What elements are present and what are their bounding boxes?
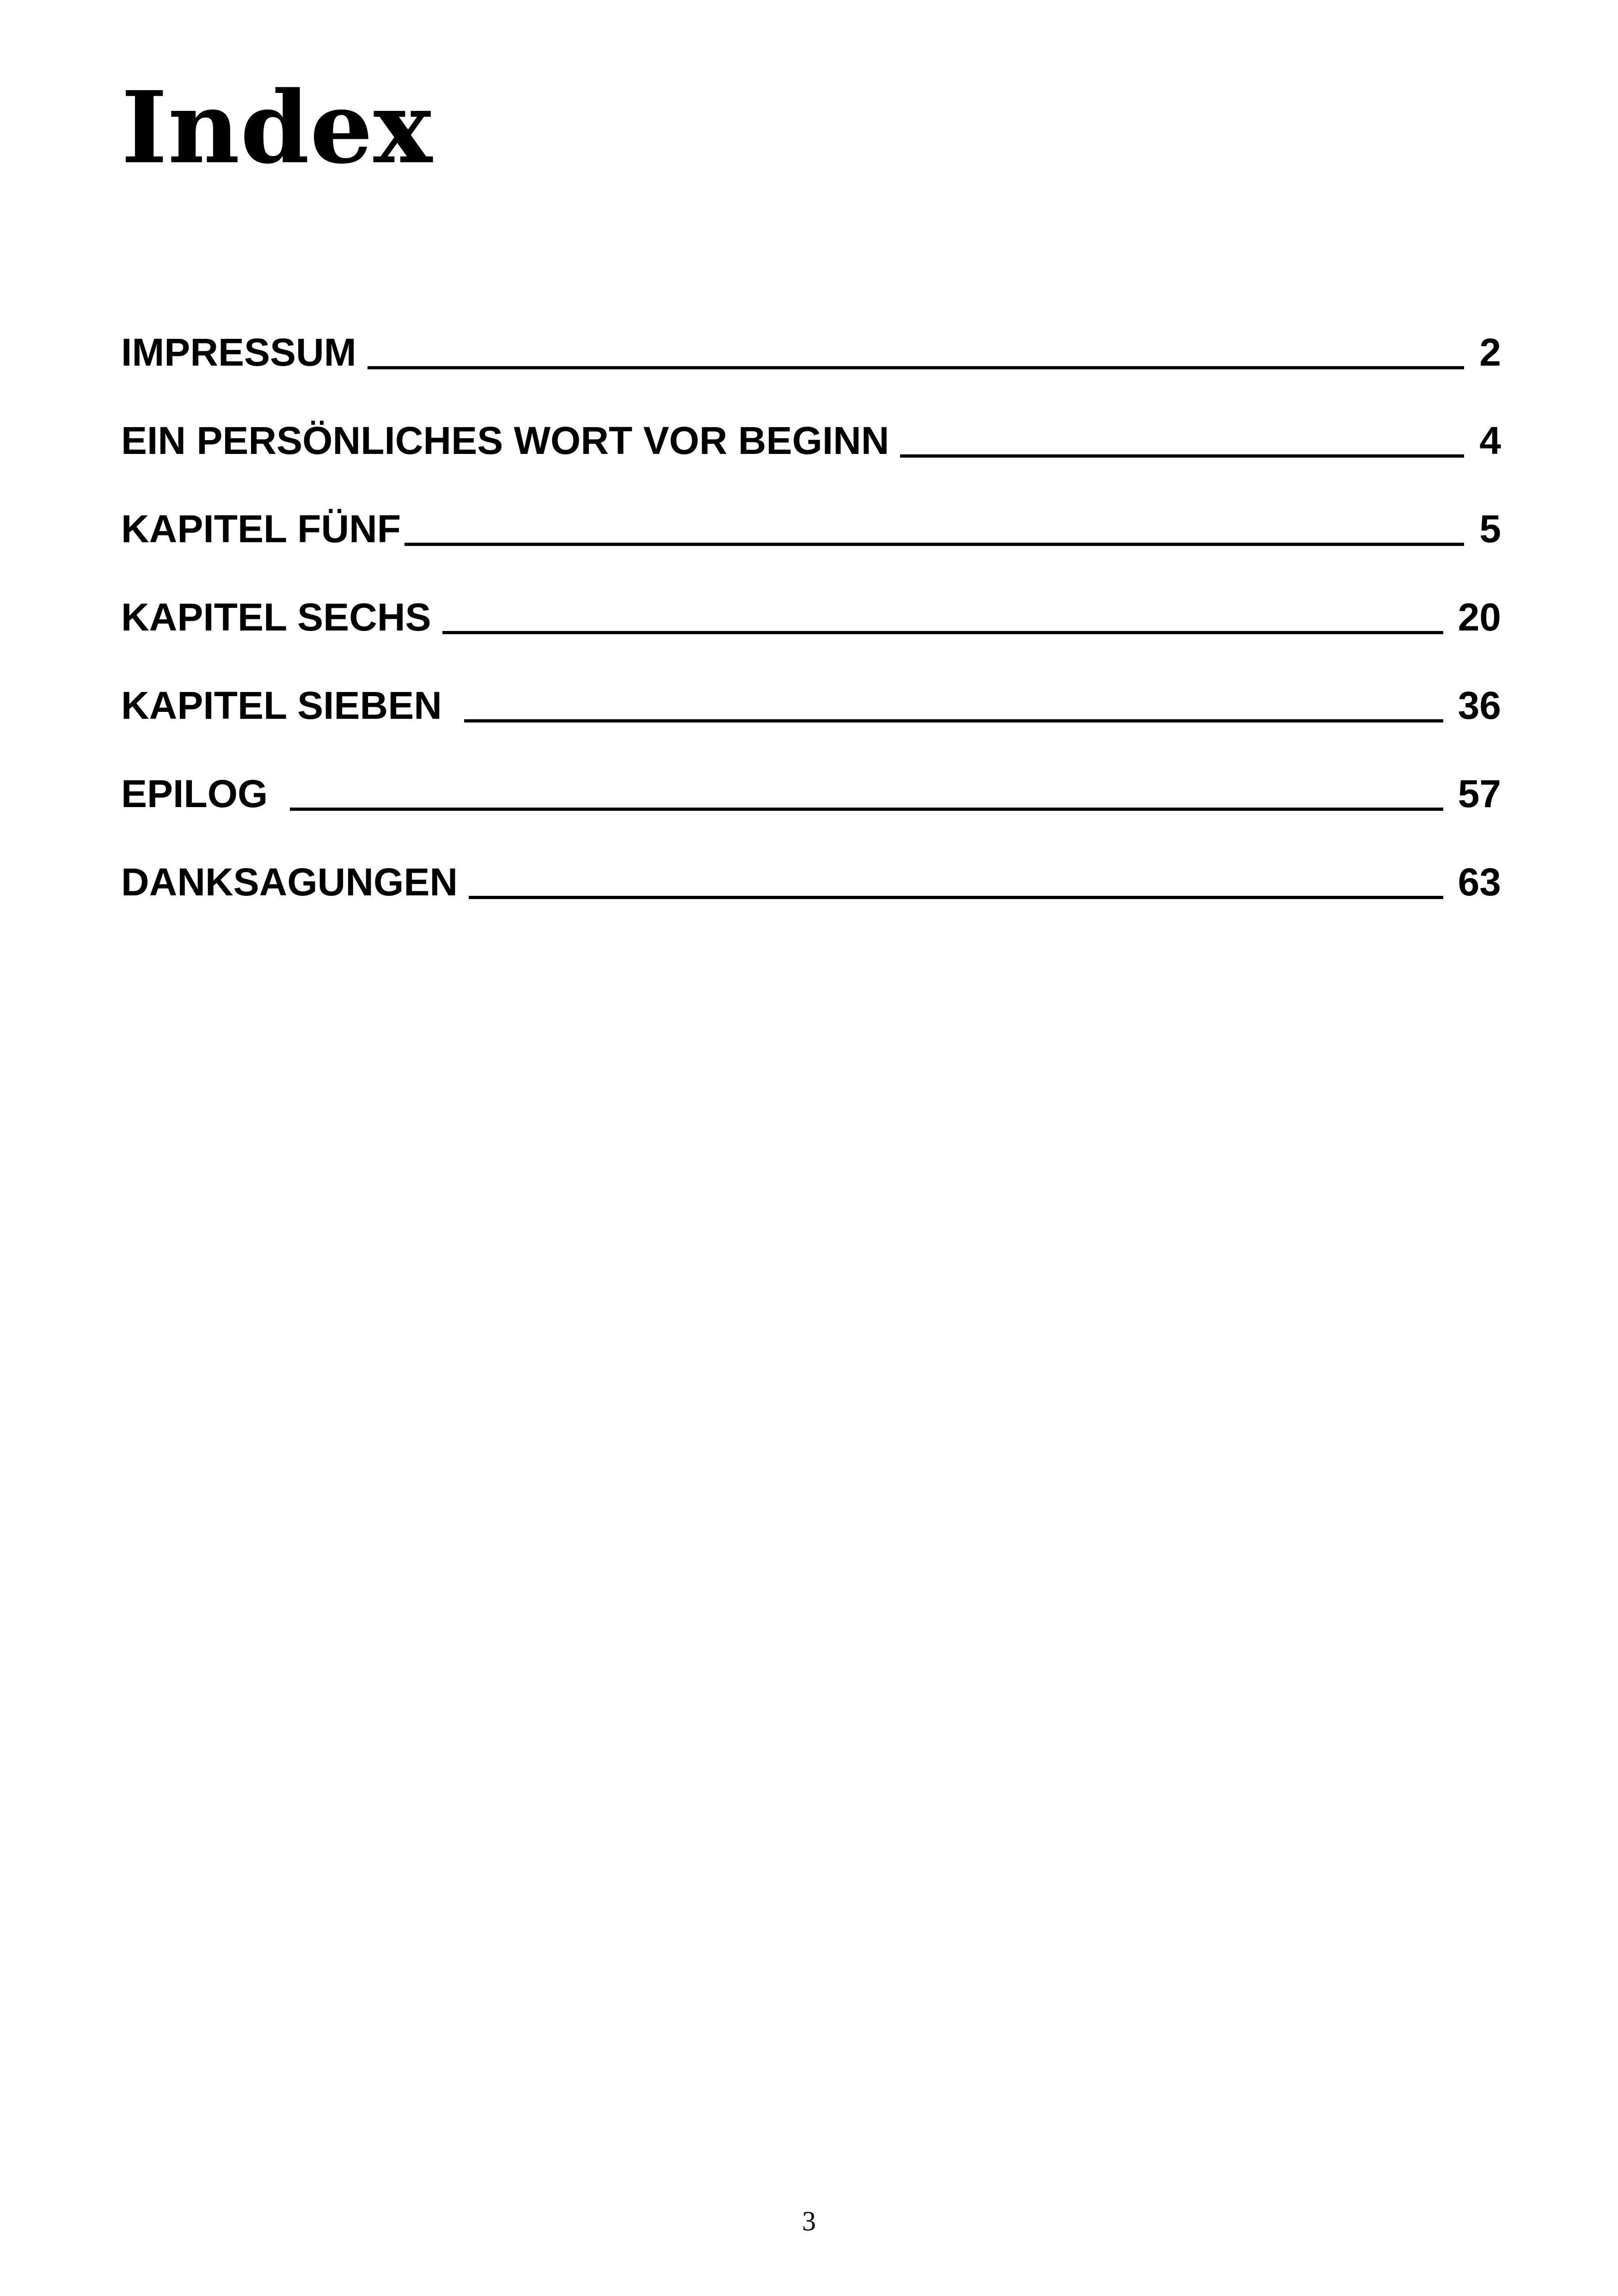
- table-of-contents: [121, 333, 1501, 951]
- toc-entry-label: DANKSAGUNGEN: [121, 860, 458, 904]
- toc-entry-label: KAPITEL SECHS: [121, 595, 431, 639]
- toc-leader-line: [368, 366, 1464, 369]
- toc-entry-page: 57: [1458, 772, 1501, 815]
- toc-leader-line: [404, 543, 1464, 546]
- toc-entry-page: 63: [1458, 860, 1501, 904]
- toc-leader-line: [442, 631, 1443, 634]
- toc-leader-line: [464, 719, 1443, 722]
- toc-entry-page: 4: [1479, 419, 1501, 462]
- toc-entry-kapitel-sechs[interactable]: [121, 595, 1501, 686]
- toc-entry-page: 20: [1458, 595, 1501, 639]
- page-title: Index: [121, 70, 433, 186]
- toc-entry-epilog[interactable]: [121, 774, 1501, 863]
- toc-leader-line: [469, 896, 1443, 899]
- toc-entry-danksagungen[interactable]: [121, 860, 1501, 951]
- toc-entry-label: KAPITEL SIEBEN: [121, 684, 442, 727]
- toc-entry-label: EPILOG: [121, 772, 268, 815]
- toc-entry-persoenliches-wort[interactable]: [121, 421, 1501, 509]
- toc-entry-label: IMPRESSUM: [121, 331, 356, 374]
- toc-entry-page: 36: [1458, 684, 1501, 727]
- toc-entry-kapitel-sieben[interactable]: [121, 686, 1501, 774]
- toc-entry-impressum[interactable]: [121, 333, 1501, 421]
- toc-entry-kapitel-fuenf[interactable]: [121, 509, 1501, 598]
- toc-entry-label: EIN PERSÖNLICHES WORT VOR BEGINN: [121, 419, 889, 462]
- toc-entry-page: 5: [1479, 507, 1501, 551]
- toc-leader-line: [900, 454, 1464, 458]
- toc-leader-line: [290, 808, 1443, 811]
- page-number: 3: [802, 2206, 816, 2236]
- toc-entry-label: KAPITEL FÜNF: [121, 507, 401, 551]
- toc-entry-page: 2: [1479, 331, 1501, 374]
